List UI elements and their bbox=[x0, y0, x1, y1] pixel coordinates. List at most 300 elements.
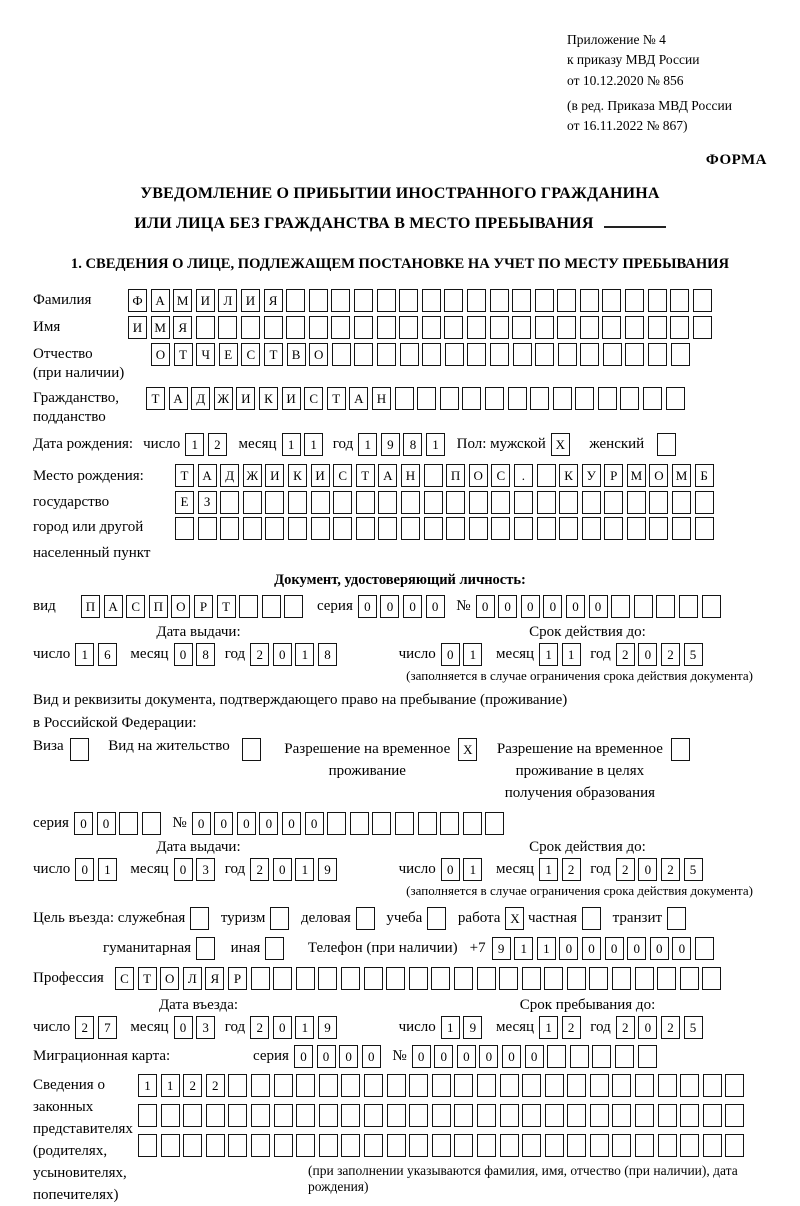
form-cell[interactable]: А bbox=[104, 595, 123, 618]
form-cell[interactable]: 9 bbox=[318, 858, 337, 881]
form-cell[interactable] bbox=[265, 517, 284, 540]
form-cell[interactable]: 0 bbox=[273, 643, 292, 666]
form-cell[interactable] bbox=[604, 517, 623, 540]
form-cell[interactable]: 1 bbox=[562, 643, 581, 666]
form-cell[interactable]: 0 bbox=[192, 812, 211, 835]
form-cell[interactable] bbox=[364, 1134, 383, 1157]
form-cell[interactable] bbox=[702, 595, 721, 618]
form-cell[interactable]: 1 bbox=[539, 858, 558, 881]
form-cell[interactable] bbox=[649, 491, 668, 514]
form-cell[interactable]: 1 bbox=[98, 858, 117, 881]
form-cell[interactable] bbox=[296, 1104, 315, 1127]
form-cell[interactable]: Я bbox=[173, 316, 192, 339]
form-cell[interactable]: 0 bbox=[174, 1016, 193, 1039]
form-cell[interactable] bbox=[635, 967, 654, 990]
form-cell[interactable] bbox=[243, 517, 262, 540]
form-cell[interactable] bbox=[670, 289, 689, 312]
form-cell[interactable] bbox=[251, 967, 270, 990]
form-cell[interactable] bbox=[695, 491, 714, 514]
form-cell[interactable] bbox=[296, 1074, 315, 1097]
form-cell[interactable] bbox=[440, 812, 459, 835]
form-cell[interactable]: 0 bbox=[672, 937, 691, 960]
form-cell[interactable] bbox=[354, 343, 373, 366]
form-cell[interactable] bbox=[445, 343, 464, 366]
form-cell[interactable]: Т bbox=[327, 387, 346, 410]
form-cell[interactable] bbox=[454, 1104, 473, 1127]
form-cell[interactable]: 6 bbox=[98, 643, 117, 666]
form-cell[interactable] bbox=[239, 595, 258, 618]
form-cell[interactable]: 0 bbox=[589, 595, 608, 618]
form-cell[interactable] bbox=[196, 937, 215, 960]
form-cell[interactable]: 2 bbox=[616, 1016, 635, 1039]
form-cell[interactable]: Н bbox=[372, 387, 391, 410]
form-cell[interactable]: Л bbox=[183, 967, 202, 990]
form-cell[interactable] bbox=[522, 1104, 541, 1127]
form-cell[interactable]: 1 bbox=[138, 1074, 157, 1097]
form-cell[interactable] bbox=[386, 967, 405, 990]
form-cell[interactable]: 0 bbox=[282, 812, 301, 835]
form-cell[interactable] bbox=[567, 1104, 586, 1127]
form-cell[interactable] bbox=[679, 595, 698, 618]
form-cell[interactable]: О bbox=[469, 464, 488, 487]
form-cell[interactable] bbox=[175, 517, 194, 540]
form-cell[interactable] bbox=[667, 907, 686, 930]
form-cell[interactable]: Е bbox=[219, 343, 238, 366]
form-cell[interactable] bbox=[620, 387, 639, 410]
form-cell[interactable] bbox=[432, 1074, 451, 1097]
form-cell[interactable] bbox=[387, 1134, 406, 1157]
form-cell[interactable]: 0 bbox=[441, 858, 460, 881]
form-cell[interactable]: 0 bbox=[543, 595, 562, 618]
form-cell[interactable]: 7 bbox=[98, 1016, 117, 1039]
form-cell[interactable] bbox=[553, 387, 572, 410]
form-cell[interactable] bbox=[288, 491, 307, 514]
form-cell[interactable] bbox=[671, 738, 690, 761]
form-cell[interactable] bbox=[512, 289, 531, 312]
form-cell[interactable]: 0 bbox=[74, 812, 93, 835]
form-cell[interactable]: 2 bbox=[562, 858, 581, 881]
form-cell[interactable] bbox=[341, 1134, 360, 1157]
form-cell[interactable]: О bbox=[649, 464, 668, 487]
form-cell[interactable] bbox=[477, 1074, 496, 1097]
form-cell[interactable]: 2 bbox=[75, 1016, 94, 1039]
form-cell[interactable]: К bbox=[559, 464, 578, 487]
form-cell[interactable] bbox=[648, 289, 667, 312]
form-cell[interactable] bbox=[477, 1104, 496, 1127]
form-cell[interactable]: Д bbox=[191, 387, 210, 410]
form-cell[interactable]: Т bbox=[264, 343, 283, 366]
form-cell[interactable] bbox=[612, 1134, 631, 1157]
form-cell[interactable] bbox=[333, 517, 352, 540]
form-cell[interactable] bbox=[265, 491, 284, 514]
form-cell[interactable] bbox=[499, 967, 518, 990]
form-cell[interactable] bbox=[364, 1104, 383, 1127]
form-cell[interactable]: 0 bbox=[434, 1045, 453, 1068]
form-cell[interactable]: Т bbox=[138, 967, 157, 990]
form-cell[interactable]: 0 bbox=[214, 812, 233, 835]
form-cell[interactable] bbox=[567, 967, 586, 990]
form-cell[interactable]: Ф bbox=[128, 289, 147, 312]
form-cell[interactable]: 1 bbox=[539, 1016, 558, 1039]
form-cell[interactable] bbox=[580, 289, 599, 312]
form-cell[interactable]: Т bbox=[174, 343, 193, 366]
form-cell[interactable]: . bbox=[514, 464, 533, 487]
form-cell[interactable] bbox=[395, 387, 414, 410]
form-cell[interactable] bbox=[725, 1074, 744, 1097]
form-cell[interactable]: 1 bbox=[539, 643, 558, 666]
form-cell[interactable] bbox=[545, 1074, 564, 1097]
form-cell[interactable]: А bbox=[378, 464, 397, 487]
form-cell[interactable] bbox=[559, 491, 578, 514]
form-cell[interactable] bbox=[462, 387, 481, 410]
form-cell[interactable] bbox=[537, 517, 556, 540]
form-cell[interactable] bbox=[70, 738, 89, 761]
form-cell[interactable] bbox=[535, 316, 554, 339]
form-cell[interactable] bbox=[319, 1134, 338, 1157]
form-cell[interactable] bbox=[288, 517, 307, 540]
form-cell[interactable] bbox=[657, 433, 676, 456]
form-cell[interactable] bbox=[309, 316, 328, 339]
form-cell[interactable] bbox=[693, 316, 712, 339]
form-cell[interactable] bbox=[582, 517, 601, 540]
form-cell[interactable] bbox=[491, 517, 510, 540]
form-cell[interactable] bbox=[522, 1134, 541, 1157]
form-cell[interactable]: С bbox=[115, 967, 134, 990]
form-cell[interactable]: 0 bbox=[582, 937, 601, 960]
form-cell[interactable] bbox=[228, 1074, 247, 1097]
form-cell[interactable] bbox=[142, 812, 161, 835]
form-cell[interactable] bbox=[649, 517, 668, 540]
form-cell[interactable] bbox=[377, 343, 396, 366]
form-cell[interactable]: З bbox=[198, 491, 217, 514]
form-cell[interactable] bbox=[615, 1045, 634, 1068]
form-cell[interactable] bbox=[567, 1074, 586, 1097]
form-cell[interactable]: Ч bbox=[196, 343, 215, 366]
form-cell[interactable] bbox=[702, 967, 721, 990]
form-cell[interactable]: 0 bbox=[559, 937, 578, 960]
form-cell[interactable] bbox=[356, 491, 375, 514]
form-cell[interactable] bbox=[559, 517, 578, 540]
form-cell[interactable]: И bbox=[196, 289, 215, 312]
form-cell[interactable]: 2 bbox=[562, 1016, 581, 1039]
form-cell[interactable] bbox=[570, 1045, 589, 1068]
form-cell[interactable]: 1 bbox=[514, 937, 533, 960]
form-cell[interactable]: 2 bbox=[206, 1074, 225, 1097]
form-cell[interactable] bbox=[422, 289, 441, 312]
form-cell[interactable] bbox=[592, 1045, 611, 1068]
form-cell[interactable] bbox=[490, 316, 509, 339]
form-cell[interactable] bbox=[463, 812, 482, 835]
form-cell[interactable] bbox=[658, 1134, 677, 1157]
form-cell[interactable] bbox=[454, 967, 473, 990]
form-cell[interactable]: 1 bbox=[75, 643, 94, 666]
form-cell[interactable]: Ж bbox=[243, 464, 262, 487]
form-cell[interactable]: Я bbox=[205, 967, 224, 990]
form-cell[interactable]: 1 bbox=[441, 1016, 460, 1039]
form-cell[interactable]: 1 bbox=[537, 937, 556, 960]
form-cell[interactable] bbox=[387, 1074, 406, 1097]
form-cell[interactable]: 3 bbox=[196, 858, 215, 881]
form-cell[interactable]: 0 bbox=[650, 937, 669, 960]
form-cell[interactable] bbox=[206, 1104, 225, 1127]
form-cell[interactable] bbox=[567, 1134, 586, 1157]
form-cell[interactable] bbox=[671, 343, 690, 366]
form-cell[interactable] bbox=[228, 1134, 247, 1157]
form-cell[interactable] bbox=[612, 967, 631, 990]
form-cell[interactable] bbox=[220, 517, 239, 540]
form-cell[interactable]: 8 bbox=[403, 433, 422, 456]
form-cell[interactable]: 0 bbox=[358, 595, 377, 618]
form-cell[interactable] bbox=[514, 491, 533, 514]
form-cell[interactable] bbox=[206, 1134, 225, 1157]
form-cell[interactable] bbox=[183, 1104, 202, 1127]
form-cell[interactable]: П bbox=[81, 595, 100, 618]
form-cell[interactable]: 0 bbox=[305, 812, 324, 835]
form-cell[interactable] bbox=[424, 464, 443, 487]
form-cell[interactable]: 0 bbox=[457, 1045, 476, 1068]
form-cell[interactable] bbox=[598, 387, 617, 410]
form-cell[interactable]: 0 bbox=[605, 937, 624, 960]
form-cell[interactable] bbox=[378, 491, 397, 514]
form-cell[interactable]: 2 bbox=[250, 1016, 269, 1039]
form-cell[interactable] bbox=[500, 1134, 519, 1157]
form-cell[interactable] bbox=[183, 1134, 202, 1157]
form-cell[interactable] bbox=[399, 289, 418, 312]
form-cell[interactable] bbox=[243, 491, 262, 514]
form-cell[interactable]: 0 bbox=[566, 595, 585, 618]
form-cell[interactable] bbox=[643, 387, 662, 410]
form-cell[interactable]: С bbox=[126, 595, 145, 618]
form-cell[interactable]: 0 bbox=[75, 858, 94, 881]
form-cell[interactable]: М bbox=[627, 464, 646, 487]
form-cell[interactable]: 2 bbox=[661, 643, 680, 666]
form-cell[interactable] bbox=[467, 316, 486, 339]
form-cell[interactable] bbox=[672, 517, 691, 540]
form-cell[interactable]: 5 bbox=[684, 643, 703, 666]
form-cell[interactable] bbox=[228, 1104, 247, 1127]
form-cell[interactable]: С bbox=[491, 464, 510, 487]
form-cell[interactable]: В bbox=[287, 343, 306, 366]
form-cell[interactable] bbox=[354, 289, 373, 312]
form-cell[interactable]: 1 bbox=[161, 1074, 180, 1097]
form-cell[interactable] bbox=[331, 316, 350, 339]
form-cell[interactable] bbox=[670, 316, 689, 339]
form-cell[interactable] bbox=[350, 812, 369, 835]
form-cell[interactable] bbox=[319, 1104, 338, 1127]
form-cell[interactable]: А bbox=[151, 289, 170, 312]
form-cell[interactable] bbox=[545, 1134, 564, 1157]
form-cell[interactable]: М bbox=[173, 289, 192, 312]
form-cell[interactable]: 0 bbox=[521, 595, 540, 618]
form-cell[interactable]: Р bbox=[194, 595, 213, 618]
form-cell[interactable]: И bbox=[236, 387, 255, 410]
form-cell[interactable]: Б bbox=[695, 464, 714, 487]
form-cell[interactable] bbox=[220, 491, 239, 514]
form-cell[interactable]: 0 bbox=[403, 595, 422, 618]
form-cell[interactable] bbox=[544, 967, 563, 990]
form-cell[interactable]: 0 bbox=[273, 1016, 292, 1039]
form-cell[interactable] bbox=[341, 1074, 360, 1097]
form-cell[interactable] bbox=[490, 289, 509, 312]
form-cell[interactable]: 0 bbox=[174, 643, 193, 666]
form-cell[interactable]: 1 bbox=[304, 433, 323, 456]
form-cell[interactable] bbox=[537, 464, 556, 487]
form-cell[interactable] bbox=[364, 1074, 383, 1097]
form-cell[interactable] bbox=[547, 1045, 566, 1068]
form-cell[interactable] bbox=[341, 967, 360, 990]
form-cell[interactable] bbox=[467, 343, 486, 366]
form-cell[interactable] bbox=[387, 1104, 406, 1127]
form-cell[interactable] bbox=[590, 1074, 609, 1097]
form-cell[interactable]: И bbox=[241, 289, 260, 312]
form-cell[interactable]: 0 bbox=[412, 1045, 431, 1068]
form-cell[interactable]: 9 bbox=[381, 433, 400, 456]
form-cell[interactable] bbox=[477, 1134, 496, 1157]
form-cell[interactable] bbox=[331, 289, 350, 312]
form-cell[interactable] bbox=[672, 491, 691, 514]
form-cell[interactable] bbox=[377, 316, 396, 339]
form-cell[interactable]: 0 bbox=[441, 643, 460, 666]
form-cell[interactable]: 0 bbox=[294, 1045, 313, 1068]
form-cell[interactable]: Л bbox=[218, 289, 237, 312]
form-cell[interactable] bbox=[604, 491, 623, 514]
form-cell[interactable] bbox=[401, 517, 420, 540]
form-cell[interactable] bbox=[196, 316, 215, 339]
form-cell[interactable] bbox=[680, 1134, 699, 1157]
form-cell[interactable] bbox=[332, 343, 351, 366]
form-cell[interactable] bbox=[490, 343, 509, 366]
form-cell[interactable] bbox=[545, 1104, 564, 1127]
form-cell[interactable] bbox=[558, 343, 577, 366]
form-cell[interactable] bbox=[327, 812, 346, 835]
form-cell[interactable] bbox=[218, 316, 237, 339]
form-cell[interactable] bbox=[286, 289, 305, 312]
form-cell[interactable] bbox=[378, 517, 397, 540]
form-cell[interactable] bbox=[625, 343, 644, 366]
form-cell[interactable] bbox=[703, 1134, 722, 1157]
form-cell[interactable]: 0 bbox=[339, 1045, 358, 1068]
form-cell[interactable] bbox=[296, 1134, 315, 1157]
form-cell[interactable]: 5 bbox=[684, 858, 703, 881]
form-cell[interactable] bbox=[274, 1134, 293, 1157]
form-cell[interactable] bbox=[602, 316, 621, 339]
form-cell[interactable]: И bbox=[282, 387, 301, 410]
form-cell[interactable] bbox=[512, 316, 531, 339]
form-cell[interactable] bbox=[341, 1104, 360, 1127]
form-cell[interactable]: С bbox=[241, 343, 260, 366]
form-cell[interactable] bbox=[417, 387, 436, 410]
form-cell[interactable] bbox=[590, 1104, 609, 1127]
form-cell[interactable] bbox=[612, 1104, 631, 1127]
form-cell[interactable] bbox=[638, 1045, 657, 1068]
form-cell[interactable]: 0 bbox=[638, 858, 657, 881]
form-cell[interactable] bbox=[557, 316, 576, 339]
form-cell[interactable] bbox=[372, 812, 391, 835]
form-cell[interactable]: 0 bbox=[317, 1045, 336, 1068]
form-cell[interactable]: Д bbox=[220, 464, 239, 487]
form-cell[interactable]: 2 bbox=[616, 643, 635, 666]
form-cell[interactable]: Т bbox=[146, 387, 165, 410]
form-cell[interactable] bbox=[119, 812, 138, 835]
form-cell[interactable]: 2 bbox=[250, 858, 269, 881]
form-cell[interactable] bbox=[658, 1104, 677, 1127]
form-cell[interactable]: 9 bbox=[318, 1016, 337, 1039]
form-cell[interactable]: 9 bbox=[492, 937, 511, 960]
form-cell[interactable]: 8 bbox=[318, 643, 337, 666]
form-cell[interactable] bbox=[513, 343, 532, 366]
form-cell[interactable] bbox=[657, 967, 676, 990]
form-cell[interactable] bbox=[658, 1074, 677, 1097]
form-cell[interactable] bbox=[522, 1074, 541, 1097]
form-cell[interactable] bbox=[580, 343, 599, 366]
form-cell[interactable]: Ж bbox=[214, 387, 233, 410]
form-cell[interactable]: 0 bbox=[237, 812, 256, 835]
form-cell[interactable] bbox=[274, 1074, 293, 1097]
form-cell[interactable]: 1 bbox=[463, 858, 482, 881]
form-cell[interactable]: X bbox=[458, 738, 477, 761]
form-cell[interactable] bbox=[648, 343, 667, 366]
form-cell[interactable] bbox=[634, 595, 653, 618]
form-cell[interactable]: 0 bbox=[259, 812, 278, 835]
form-cell[interactable]: 2 bbox=[661, 1016, 680, 1039]
form-cell[interactable] bbox=[401, 491, 420, 514]
form-cell[interactable] bbox=[319, 1074, 338, 1097]
form-cell[interactable] bbox=[270, 907, 289, 930]
form-cell[interactable] bbox=[680, 1074, 699, 1097]
form-cell[interactable]: М bbox=[151, 316, 170, 339]
form-cell[interactable]: И bbox=[311, 464, 330, 487]
form-cell[interactable] bbox=[627, 491, 646, 514]
form-cell[interactable] bbox=[251, 1134, 270, 1157]
form-cell[interactable] bbox=[446, 517, 465, 540]
form-cell[interactable] bbox=[703, 1104, 722, 1127]
form-cell[interactable] bbox=[522, 967, 541, 990]
form-cell[interactable] bbox=[725, 1104, 744, 1127]
form-cell[interactable]: 0 bbox=[498, 595, 517, 618]
form-cell[interactable] bbox=[635, 1104, 654, 1127]
form-cell[interactable]: О bbox=[151, 343, 170, 366]
form-cell[interactable] bbox=[469, 517, 488, 540]
form-cell[interactable]: 1 bbox=[358, 433, 377, 456]
form-cell[interactable]: 5 bbox=[684, 1016, 703, 1039]
form-cell[interactable] bbox=[440, 387, 459, 410]
form-cell[interactable] bbox=[611, 595, 630, 618]
form-cell[interactable]: А bbox=[169, 387, 188, 410]
form-cell[interactable] bbox=[399, 316, 418, 339]
form-cell[interactable] bbox=[695, 937, 714, 960]
form-cell[interactable] bbox=[262, 595, 281, 618]
form-cell[interactable] bbox=[703, 1074, 722, 1097]
form-cell[interactable] bbox=[377, 289, 396, 312]
form-cell[interactable] bbox=[251, 1074, 270, 1097]
form-cell[interactable] bbox=[432, 1104, 451, 1127]
form-cell[interactable]: 2 bbox=[208, 433, 227, 456]
form-cell[interactable]: Т bbox=[217, 595, 236, 618]
form-cell[interactable] bbox=[454, 1074, 473, 1097]
form-cell[interactable]: 8 bbox=[196, 643, 215, 666]
form-cell[interactable] bbox=[356, 907, 375, 930]
form-cell[interactable] bbox=[485, 812, 504, 835]
form-cell[interactable]: А bbox=[198, 464, 217, 487]
form-cell[interactable]: 0 bbox=[627, 937, 646, 960]
form-cell[interactable] bbox=[603, 343, 622, 366]
form-cell[interactable] bbox=[454, 1134, 473, 1157]
form-cell[interactable] bbox=[575, 387, 594, 410]
form-cell[interactable] bbox=[409, 967, 428, 990]
form-cell[interactable] bbox=[427, 907, 446, 930]
form-cell[interactable] bbox=[680, 1104, 699, 1127]
form-cell[interactable]: 0 bbox=[479, 1045, 498, 1068]
